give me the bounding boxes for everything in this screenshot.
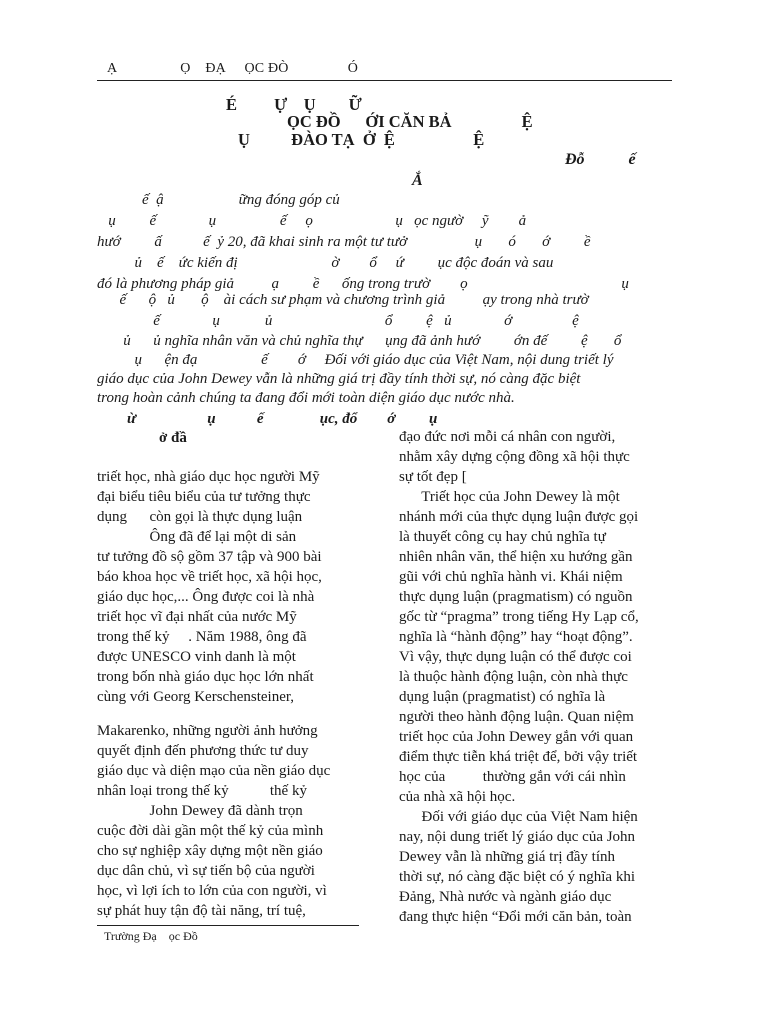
body-line: nhằm xây dựng cộng đồng xã hội thực — [399, 449, 630, 465]
body-line: của nhà xã hội học. — [399, 789, 516, 805]
body-line: đang thực hiện “Đổi mới căn bản, toàn — [399, 909, 632, 925]
abstract-line: ế ụ ủ ổ ệ ủ ớ ệ — [97, 313, 579, 329]
body-line: dụng còn gọi là thực dụng luận — [97, 509, 303, 525]
body-line: Ông đã để lại một di sản — [97, 529, 297, 545]
author-name: Đỗ ế — [565, 151, 636, 168]
footnote: Trường Đạ ọc Đồ — [104, 929, 198, 943]
body-line: tư tưởng đồ sộ gồm 37 tập và 900 bài — [97, 549, 322, 565]
abstract-line: ụ ện đạ ế ớ Đối với giáo dục của Việt Nam, nội dung triết lý — [97, 352, 614, 368]
body-line: Đối với giáo dục của Việt Nam hiện — [399, 809, 638, 825]
body-line: thời sự, nó càng đặc biệt có ý nghĩa khi — [399, 869, 636, 885]
body-line: là thuộc hành động luận, còn nhà thực — [399, 669, 628, 685]
body-line: Đảng, Nhà nước và ngành giáo dục — [399, 889, 612, 905]
body-line: Vì vậy, thực dụng luận có thể được coi — [399, 649, 632, 665]
body-line: triết học vĩ đại nhất của nước Mỹ — [97, 609, 297, 625]
abstract-line: hướ ấ ế ỷ 20, đã khai sinh ra một tư tưở ụ ó ớ ề — [97, 234, 591, 250]
body-line: nay, nội dung triết lý giáo dục của John — [399, 829, 636, 845]
body-line: giáo dục học,... Ông được coi là nhà — [97, 589, 315, 605]
body-line: nhiên nhân văn, thể hiện xu hướng gần — [399, 549, 633, 565]
body-line: trong bốn nhà giáo dục học lớn nhất — [97, 669, 314, 685]
body-line: gốc từ “pragma” trong tiếng Hy Lạp cổ, — [399, 609, 639, 625]
footnote-rule — [97, 925, 359, 926]
header-rule — [97, 80, 672, 81]
body-line: nhánh mới của thực dụng luận được gọi — [399, 509, 639, 525]
body-line: đạo đức nơi mỗi cá nhân con người, — [399, 429, 616, 445]
body-line: Makarenko, những người ảnh hưởng — [97, 723, 318, 739]
keywords: ừ ụ ế ục, đổ ớ ụ — [127, 411, 438, 427]
body-line: nhân loại trong thế kỷ thế kỷ — [97, 783, 307, 799]
author-name-2: Ắ — [412, 172, 423, 189]
abstract-line: ế ộ ủ ộ ài cách sư phạm và chương trình giả ạy trong nhà trườ — [97, 292, 589, 308]
body-line: đại biểu tiêu biểu của tư tưởng thực — [97, 489, 311, 505]
body-line: học của thường gắn với cái nhìn — [399, 769, 626, 785]
body-line: cùng với Georg Kerschensteiner, — [97, 689, 294, 705]
body-line: Triết học của John Dewey là một — [399, 489, 620, 505]
abstract-line: ụ ế ụ ế ọ ụ ọc ngườ ỹ ả — [97, 213, 527, 229]
abstract-line: đó là phương pháp giả ạ ề ống trong trườ ọ ụ — [97, 276, 629, 292]
body-line: được UNESCO vinh danh là một — [97, 649, 296, 665]
section-heading: ở đầ — [159, 430, 187, 446]
body-line: sự phát huy tận độ tài năng, trí tuệ, — [97, 903, 306, 919]
abstract-line: ủ ế ức kiến đị ờ ổ ứ ục độc đoán và sau — [97, 255, 554, 271]
body-line: quyết định đến phương thức tư duy — [97, 743, 309, 759]
abstract-line: trong hoàn cảnh chúng ta đang đổi mới toàn diện giáo dục nước nhà. — [97, 390, 515, 406]
body-line: gũi với chủ nghĩa hành vi. Khái niệm — [399, 569, 623, 585]
body-line: người theo hành động luận. Quan niệm — [399, 709, 634, 725]
body-line: Dewey vẫn là những giá trị đầy tính — [399, 849, 615, 865]
body-line: John Dewey đã dành trọn — [97, 803, 303, 819]
body-line: học, vì lợi ích to lớn của con người, vì — [97, 883, 327, 899]
body-line: là thuyết công cụ hay chủ nghĩa tự — [399, 529, 606, 545]
body-line: thực dụng luận (pragmatism) có nguồn — [399, 589, 633, 605]
body-line: cho sự nghiệp xây dựng một nền giáo — [97, 843, 323, 859]
body-line: nghĩa là “hành động” hay “hoạt động”. — [399, 629, 633, 645]
body-line: dục dân chủ, vì sự tiến bộ của người — [97, 863, 315, 879]
article-title-line-1: É Ự Ụ Ữ — [226, 95, 362, 114]
article-title-line-3: Ụ ĐÀO TẠ Ở Ệ Ệ — [238, 130, 485, 149]
running-header: Ạ Ọ ĐẠ ỌC ĐÒ Ó — [107, 61, 359, 76]
article-title-line-2: ỌC ĐỒ ỚI CĂN BẢ Ệ — [287, 112, 533, 131]
body-line: triết học của John Dewey gắn với quan — [399, 729, 634, 745]
body-line: điểm thực tiễn khá triệt để, bởi vậy triết — [399, 749, 638, 765]
abstract-line: giáo dục của John Dewey vẫn là những giá trị đầy tính thời sự, nó càng đặc biệt — [97, 371, 581, 387]
abstract-line: ế ậ ững đóng góp củ — [97, 192, 340, 208]
body-line: triết học, nhà giáo dục học người Mỹ — [97, 469, 320, 485]
body-line: báo khoa học về triết học, xã hội học, — [97, 569, 322, 585]
body-line: cuộc đời dài gần một thế kỷ của mình — [97, 823, 324, 839]
abstract-line: ủ ủ nghĩa nhân văn và chủ nghĩa thự ụng đã ảnh hướ ớn đế ệ ổ — [97, 333, 622, 349]
body-line: trong thế kỷ . Năm 1988, ông đã — [97, 629, 307, 645]
body-line: sự tốt đẹp [ — [399, 469, 467, 485]
body-line: giáo dục và diện mạo của nền giáo dục — [97, 763, 331, 779]
body-line: dụng luận (pragmatist) có nghĩa là — [399, 689, 606, 705]
